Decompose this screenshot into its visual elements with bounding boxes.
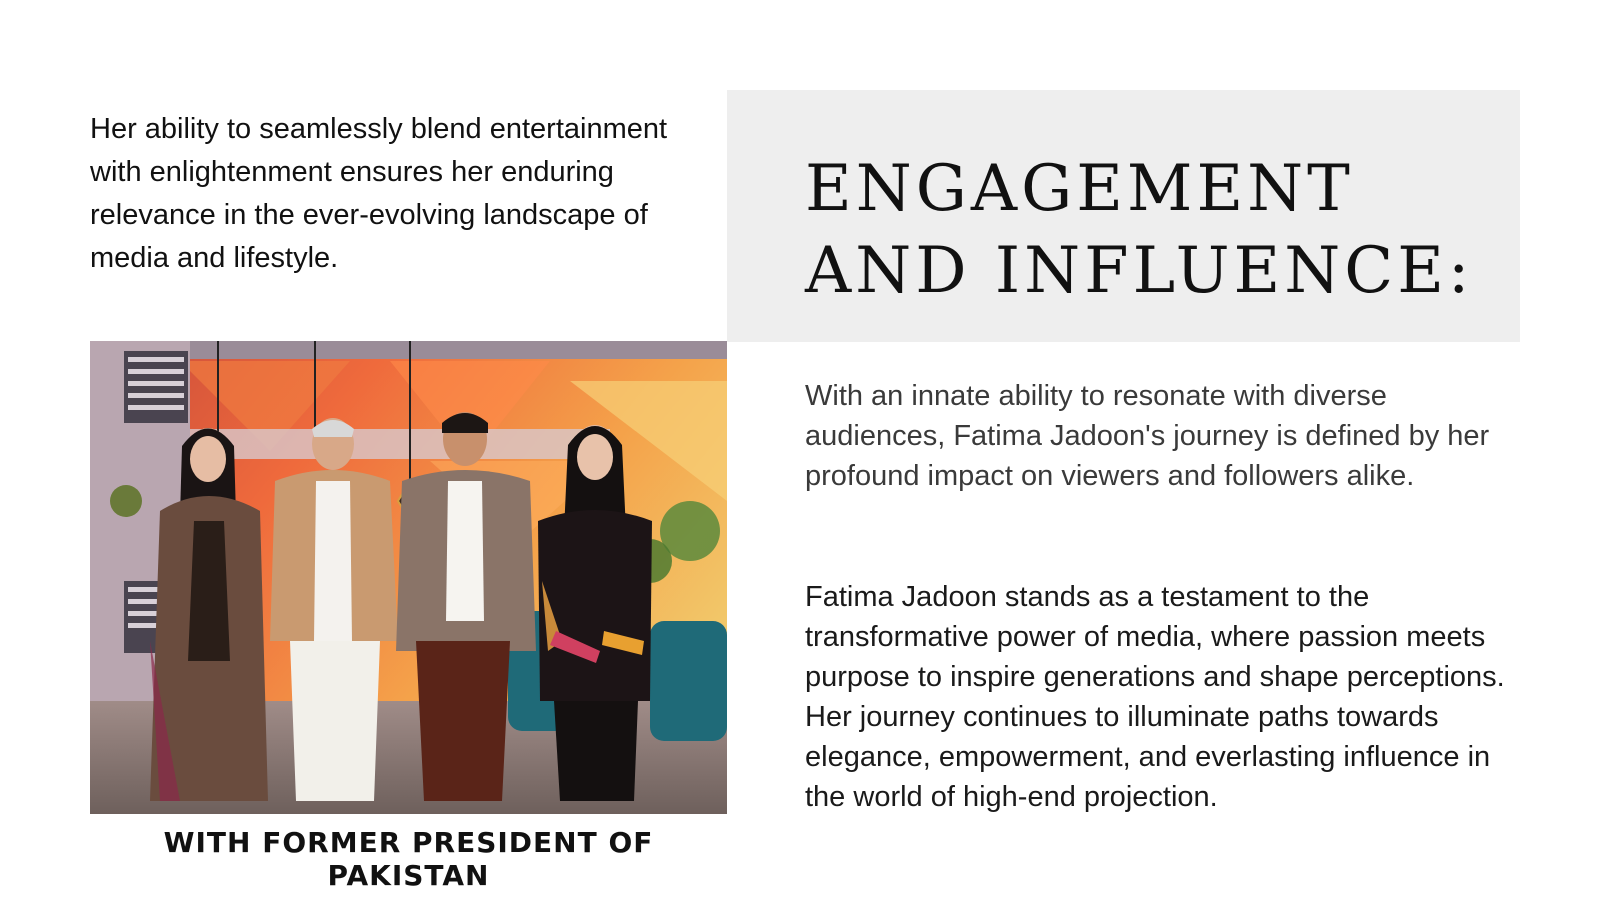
intro-paragraph: Her ability to seamlessly blend entertainment with enlightenment ensures her enduring relevance in the ever-evolving landscape of media and lifestyle. — [90, 113, 668, 274]
heading-line-2: AND INFLUENCE: — [805, 234, 1474, 308]
section-heading — [805, 148, 1473, 312]
heading-panel — [727, 90, 1520, 342]
body-paragraph-2: Fatima Jadoon stands as a testament to the transformative power of media, where passion meets purpose to inspire generations and shape perceptions. Her journey continues to illuminate paths towards elegance, empowerment, and everlasting influence in the world of high-end projection. — [805, 581, 1505, 813]
heading-line-1: ENGAGEMENT — [805, 152, 1354, 226]
group-photo — [90, 341, 727, 814]
body-paragraph-1: With an innate ability to resonate with diverse audiences, Fatima Jadoon's journey is defined by her profound impact on viewers and followers alike. — [805, 380, 1490, 492]
photo-caption: WITH FORMER PRESIDENT OF PAKISTAN — [163, 826, 654, 892]
